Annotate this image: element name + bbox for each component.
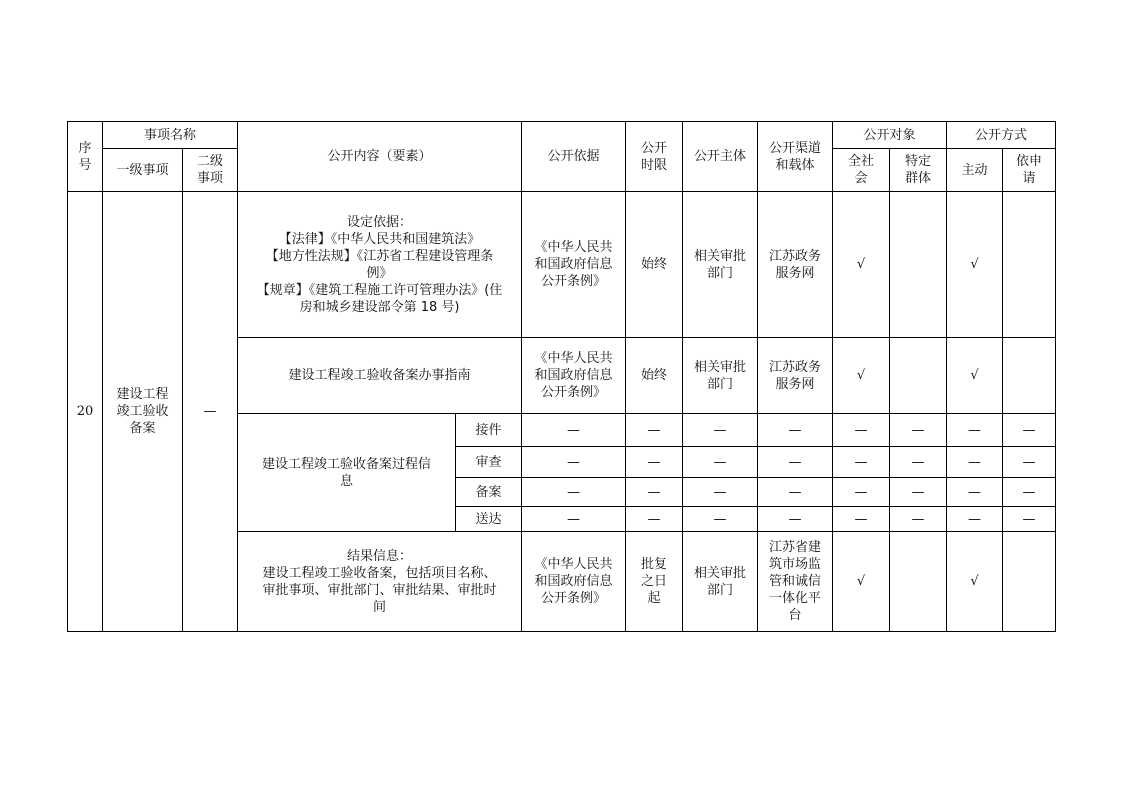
r1-method-apply — [1003, 192, 1056, 338]
r3-step-active: — — [947, 507, 1003, 532]
header-item-name: 事项名称 — [103, 122, 238, 149]
r3-step-all: — — [833, 507, 890, 532]
header-method-active: 主动 — [947, 149, 1003, 192]
r4-content — [238, 532, 522, 632]
r4-method-apply — [1003, 532, 1056, 632]
header-subject: 公开主体 — [683, 122, 758, 192]
r1-subject: 相关审批 部门 — [683, 192, 758, 338]
r2-channel: 江苏政务 服务网 — [758, 338, 833, 414]
r3-step-apply: — — [1003, 414, 1056, 447]
r3-step-specific: — — [890, 478, 947, 507]
r2-method-active: √ — [947, 338, 1003, 414]
r1-target-all: √ — [833, 192, 890, 338]
r3-step-subject: — — [683, 478, 758, 507]
header-row-1 — [68, 122, 1056, 149]
r3-step-subject: — — [683, 507, 758, 532]
r3-step-active: — — [947, 414, 1003, 447]
r4-channel: 江苏省建 筑市场监 管和诚信 一体化平 台 — [758, 532, 833, 632]
r3-step-time-limit: — — [626, 414, 683, 447]
r3-step-time-limit: — — [626, 507, 683, 532]
header-seq: 序 号 — [68, 122, 103, 192]
r3-step-apply: — — [1003, 447, 1056, 478]
header-basis: 公开依据 — [522, 122, 626, 192]
r3-step-channel: — — [758, 507, 833, 532]
r3-step-all: — — [833, 447, 890, 478]
r3-step-name: 接件 — [456, 414, 522, 447]
r1-basis: 《中华人民共 和国政府信息 公开条例》 — [522, 192, 626, 338]
row-level1: 建设工程 竣工验收 备案 — [103, 192, 183, 632]
r2-target-all: √ — [833, 338, 890, 414]
r1-law: 【法律】《中华人民共和国建筑法》 — [278, 231, 481, 247]
r2-time-limit: 始终 — [626, 338, 683, 414]
r3-step-name: 备案 — [456, 478, 522, 507]
r1-content-title: 设定依据： — [347, 214, 413, 230]
r1-method-active: √ — [947, 192, 1003, 338]
table-row — [68, 192, 1056, 338]
r3-step-subject: — — [683, 414, 758, 447]
r3-step-time-limit: — — [626, 447, 683, 478]
header-level2: 二级 事项 — [183, 149, 238, 192]
r3-step-all: — — [833, 478, 890, 507]
header-method-apply: 依申 请 — [1003, 149, 1056, 192]
r3-step-time-limit: — — [626, 478, 683, 507]
r1-channel: 江苏政务 服务网 — [758, 192, 833, 338]
r3-step-basis: — — [522, 447, 626, 478]
r1-target-specific — [890, 192, 947, 338]
r3-step-subject: — — [683, 447, 758, 478]
r1-time-limit: 始终 — [626, 192, 683, 338]
r4-target-specific — [890, 532, 947, 632]
r3-step-channel: — — [758, 478, 833, 507]
r3-step-channel: — — [758, 414, 833, 447]
header-target-all: 全社 会 — [833, 149, 890, 192]
r4-content-body: 建设工程竣工验收备案，包括项目名称、 审批事项、审批部门、审批结果、审批时 间 — [262, 565, 497, 615]
r1-content — [238, 192, 522, 338]
r3-content: 建设工程竣工验收备案过程信 息 — [238, 414, 456, 532]
r3-step-name: 送达 — [456, 507, 522, 532]
row-seq: 20 — [68, 192, 103, 632]
r3-step-all: — — [833, 414, 890, 447]
r2-target-specific — [890, 338, 947, 414]
r3-step-basis: — — [522, 414, 626, 447]
r2-method-apply — [1003, 338, 1056, 414]
r1-rule: 【规章】《建筑工程施工许可管理办法》(住 房和城乡建设部令第 18 号) — [256, 282, 503, 315]
r4-subject: 相关审批 部门 — [683, 532, 758, 632]
header-time-limit: 公开 时限 — [626, 122, 683, 192]
r3-step-active: — — [947, 447, 1003, 478]
header-target: 公开对象 — [833, 122, 947, 149]
r3-step-apply: — — [1003, 478, 1056, 507]
r1-local-regulation: 【地方性法规】《江苏省工程建设管理条 例》 — [265, 248, 494, 281]
r3-step-active: — — [947, 478, 1003, 507]
r4-time-limit: 批复 之日 起 — [626, 532, 683, 632]
header-target-specific: 特定 群体 — [890, 149, 947, 192]
r3-step-channel: — — [758, 447, 833, 478]
r2-subject: 相关审批 部门 — [683, 338, 758, 414]
disclosure-table — [67, 121, 1056, 632]
r3-step-apply: — — [1003, 507, 1056, 532]
r3-step-basis: — — [522, 507, 626, 532]
r4-target-all: √ — [833, 532, 890, 632]
header-content: 公开内容（要素） — [238, 122, 522, 192]
header-level1: 一级事项 — [103, 149, 183, 192]
r3-step-specific: — — [890, 447, 947, 478]
header-channel: 公开渠道 和载体 — [758, 122, 833, 192]
r4-basis: 《中华人民共 和国政府信息 公开条例》 — [522, 532, 626, 632]
header-method: 公开方式 — [947, 122, 1056, 149]
r3-step-specific: — — [890, 507, 947, 532]
r4-method-active: √ — [947, 532, 1003, 632]
r2-basis: 《中华人民共 和国政府信息 公开条例》 — [522, 338, 626, 414]
r3-step-specific: — — [890, 414, 947, 447]
row-level2: — — [183, 192, 238, 632]
r3-step-basis: — — [522, 478, 626, 507]
r3-step-name: 审查 — [456, 447, 522, 478]
r4-content-title: 结果信息： — [347, 548, 413, 564]
r2-content: 建设工程竣工验收备案办事指南 — [238, 338, 522, 414]
